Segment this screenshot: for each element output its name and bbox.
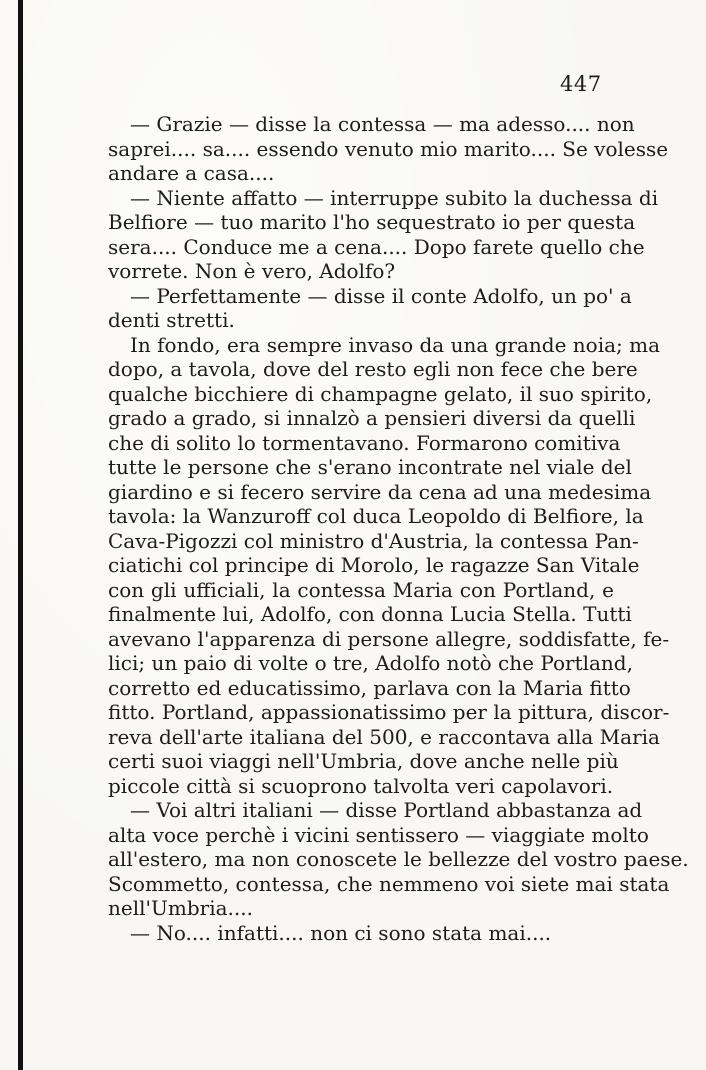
text-line: che di solito lo tormentavano. Formarono comitiva — [108, 430, 621, 455]
text-line: finalmente lui, Adolfo, con donna Lucia Stella. Tutti — [108, 602, 632, 626]
text-line: giardino e si fecero servire da cena ad una medesima — [108, 479, 652, 504]
text-line: In fondo, era sempre invaso da una grande noia; ma — [130, 332, 660, 357]
text-line: vorrete. Non è vero, Adolfo? — [108, 259, 396, 283]
text-line: — Perfettamente — disse il conte Adolfo, un po' a — [130, 283, 632, 308]
text-line: — Niente affatto — interruppe subito la duchessa di — [130, 185, 659, 210]
text-line: Cava-Pigozzi col ministro d'Austria, la contessa Pan- — [108, 528, 639, 553]
text-line: denti stretti. — [108, 308, 235, 332]
text-line: certi suoi viaggi nell'Umbria, dove anche nelle più — [108, 749, 619, 773]
text-line: Belfiore — tuo marito l'ho sequestrato io per questa — [108, 210, 636, 234]
text-line: nell'Umbria.... — [108, 896, 253, 920]
text-line: all'estero, ma non conoscete le bellezze del vostro paese. — [108, 847, 689, 871]
text-line: tavola: la Wanzuroff col duca Leopoldo di Belfiore, la — [108, 504, 644, 528]
text-line: andare a casa.... — [108, 161, 275, 185]
text-line: grado a grado, si innalzò a pensieri diversi da quelli — [108, 406, 636, 430]
text-line: fitto. Portland, appassionatissimo per la pittura, discor- — [108, 700, 670, 724]
page-number: 447 — [560, 72, 602, 96]
body-text — [108, 112, 689, 945]
text-line: tutte le persone che s'erano incontrate nel viale del — [108, 455, 632, 479]
text-line: — No.... infatti.... non ci sono stata mai.... — [130, 920, 552, 945]
text-line: — Voi altri italiani — disse Portland abbastanza ad — [130, 798, 643, 822]
text-line: saprei.... sa.... essendo venuto mio marito.... Se volesse — [108, 136, 669, 161]
text-line: ciatichi col principe di Morolo, le ragazze San Vitale — [108, 553, 640, 577]
text-line: corretto ed educatissimo, parlava con la Maria fitto — [108, 675, 631, 700]
text-line: piccole città si scuoprono talvolta veri capolavori. — [108, 773, 614, 798]
text-line: Scommetto, contessa, che nemmeno voi siete mai stata — [108, 871, 670, 896]
text-line: alta voce perchè i vicini sentissero — viaggiate molto — [108, 822, 649, 847]
text-line: dopo, a tavola, dove del resto egli non fece che bere — [108, 357, 638, 381]
text-line: qualche bicchiere di champagne gelato, il suo spirito, — [108, 381, 653, 406]
text-line: sera.... Conduce me a cena.... Dopo farete quello che — [108, 234, 645, 259]
text-line: — Grazie — disse la contessa — ma adesso.... non — [130, 112, 635, 136]
text-line: reva dell'arte italiana del 500, e raccontava alla Maria — [108, 724, 660, 749]
binding-edge — [18, 0, 23, 1070]
text-line: lici; un paio di volte o tre, Adolfo notò che Portland, — [108, 651, 633, 675]
text-line: avevano l'apparenza di persone allegre, soddisfatte, fe- — [108, 626, 670, 651]
text-line: con gli ufficiali, la contessa Maria con Portland, e — [108, 577, 614, 602]
